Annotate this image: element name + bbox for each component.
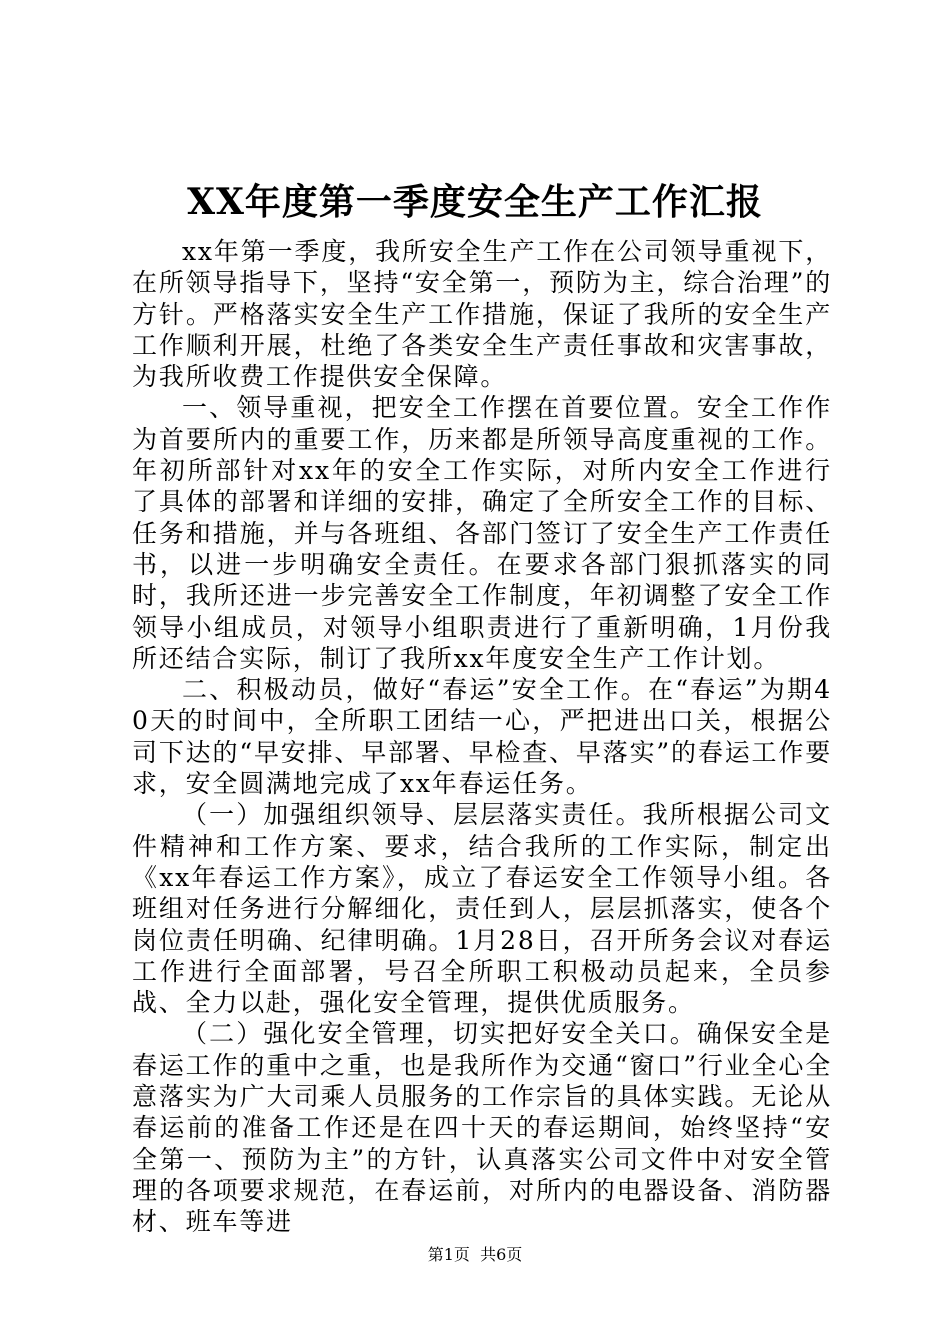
page-footer	[0, 1245, 950, 1265]
document-body	[132, 236, 832, 1238]
paragraph-section-2: 二、积极动员，做好“春运”安全工作。在“春运”为期40天的时间中，全所职工团结一心，严把进出口关，根据公司下达的“早安排、早部署、早检查、早落实”的春运工作要求，安全圆满地完成了xx年春运任务。	[132, 675, 832, 799]
paragraph-subsection-1: （一）加强组织领导、层层落实责任。我所根据公司文件精神和工作方案、要求，结合我所的工作实际，制定出《xx年春运工作方案》，成立了春运安全工作领导小组。各班组对任务进行分解细化，责任到人，层层抓落实，使各个岗位责任明确、纪律明确。1月28日，召开所务会议对春运工作进行全面部署，号召全所职工积极动员起来，全员参战、全力以赴，强化安全管理，提供优质服务。	[132, 800, 832, 1018]
page-number: 第1页 共6页	[427, 1245, 523, 1264]
paragraph-section-1: 一、领导重视，把安全工作摆在首要位置。安全工作作为首要所内的重要工作，历来都是所领导高度重视的工作。年初所部针对xx年的安全工作实际，对所内安全工作进行了具体的部署和详细的安排，确定了全所安全工作的目标、任务和措施，并与各班组、各部门签订了安全生产工作责任书，以进一步明确安全责任。在要求各部门狠抓落实的同时，我所还进一步完善安全工作制度，年初调整了安全工作领导小组成员，对领导小组职责进行了重新明确，1月份我所还结合实际，制订了我所xx年度安全生产工作计划。	[132, 393, 832, 673]
document-title: XX年度第一季度安全生产工作汇报	[187, 181, 763, 223]
paragraph-intro: xx年第一季度，我所安全生产工作在公司领导重视下，在所领导指导下，坚持“安全第一，预防为主，综合治理”的方针。严格落实安全生产工作措施，保证了我所的安全生产工作顺利开展，杜绝了各类安全生产责任事故和灾害事故，为我所收费工作提供安全保障。	[132, 237, 832, 392]
paragraph-subsection-2: （二）强化安全管理，切实把好安全关口。确保安全是春运工作的重中之重，也是我所作为交通“窗口”行业全心全意落实为广大司乘人员服务的工作宗旨的具体实践。无论从春运前的准备工作还是在四十天的春运期间，始终坚持“安全第一、预防为主”的方针，认真落实公司文件中对安全管理的各项要求规范，在春运前，对所内的电器设备、消防器材、班车等进	[132, 1019, 832, 1237]
